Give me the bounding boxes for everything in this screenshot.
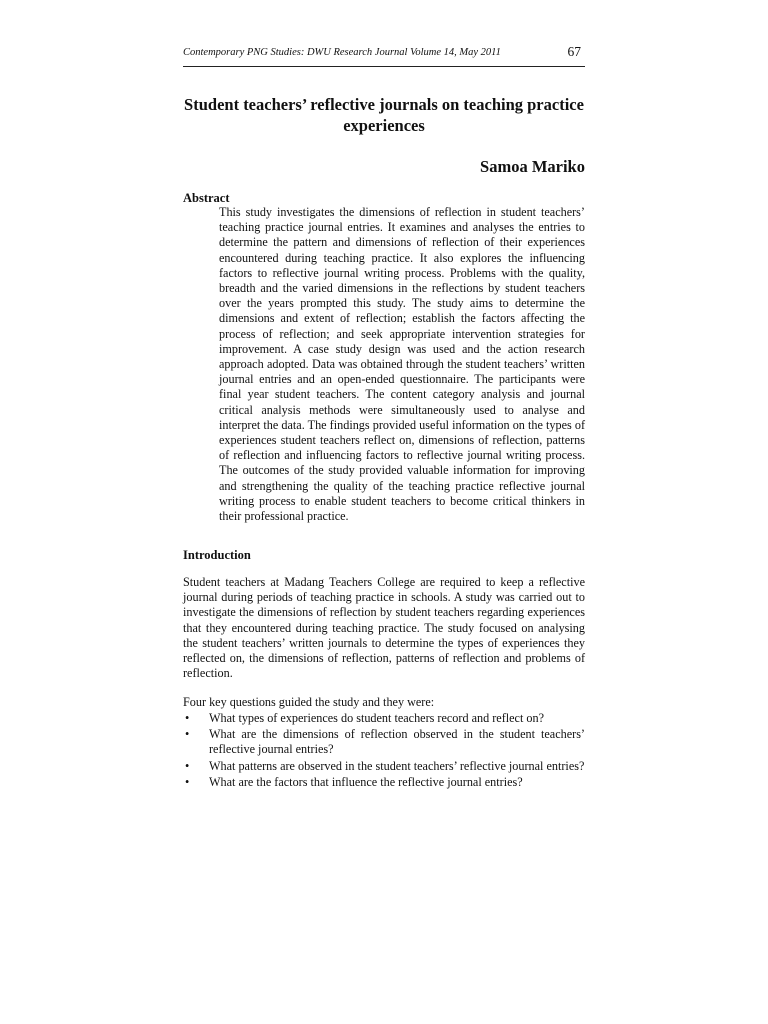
question-text: What are the dimensions of reflection observed in the student teachers’ reflective journal entries?: [209, 727, 585, 757]
questions-intro: Four key questions guided the study and they were:: [183, 695, 435, 709]
introduction-paragraph: Student teachers at Madang Teachers College are required to keep a reflective journal during periods of teaching practice in schools. A study was carried out to investigate the dimensions of reflection by student teachers regarding experiences that they encountered during teaching practice. The study focused on analysing the student teachers’ written journals to determine the types of experiences they reflected on, the dimensions of reflection, patterns of reflection and problems of reflection.: [183, 575, 585, 681]
introduction-heading: Introduction: [183, 548, 251, 562]
list-item: [183, 711, 585, 726]
list-item: [183, 775, 585, 790]
bullet-icon: •: [185, 711, 190, 725]
list-item: [183, 727, 585, 757]
question-text: What are the factors that influence the reflective journal entries?: [209, 774, 523, 789]
paper-title: Student teachers’ reflective journals on teaching practice experiences: [184, 95, 584, 135]
questions-list: [183, 711, 585, 791]
bullet-icon: •: [185, 758, 190, 773]
page-number: 67: [567, 44, 581, 59]
question-text: What patterns are observed in the student teachers’ reflective journal entries?: [209, 758, 585, 773]
author-name: Samoa Mariko: [480, 157, 585, 176]
list-item: [183, 759, 585, 774]
running-header: [183, 44, 585, 67]
bullet-icon: •: [185, 727, 190, 742]
journal-title: Contemporary PNG Studies: DWU Research Journal Volume 14, May 2011: [183, 47, 501, 58]
abstract-heading: Abstract: [183, 191, 230, 205]
question-text: What types of experiences do student teachers record and reflect on?: [209, 711, 545, 725]
abstract-text: This study investigates the dimensions of reflection in student teachers’ teaching practice journal entries. It examines and analyses the entries to determine the pattern and dimensions of reflection of their experiences encountered during teaching practice. It also explores the influencing factors to reflective journal writing process. Problems with the quality, breadth and the varied dimensions in the reflections by student teachers over the years prompted this study. The study aims to determine the dimensions and extent of reflection; establish the factors affecting the process of reflection; and seek appropriate intervention strategies for improvement. A case study design was used and the action research approach adopted. Data was obtained through the student teachers’ written journal entries and an open-ended questionnaire. The participants were final year student teachers. The content category analysis and journal critical analysis methods were simultaneously used to analyse and interpret the data. The findings provided useful information on the types of experiences student teachers reflect on, dimensions of reflection, patterns of reflection and influencing factors to reflective journal writing process. The outcomes of the study provided valuable information for improving and strengthening the quality of the teaching practice reflective journal writing process to enable student teachers to become critical thinkers in their professional practice.: [219, 205, 585, 524]
bullet-icon: •: [185, 774, 190, 789]
